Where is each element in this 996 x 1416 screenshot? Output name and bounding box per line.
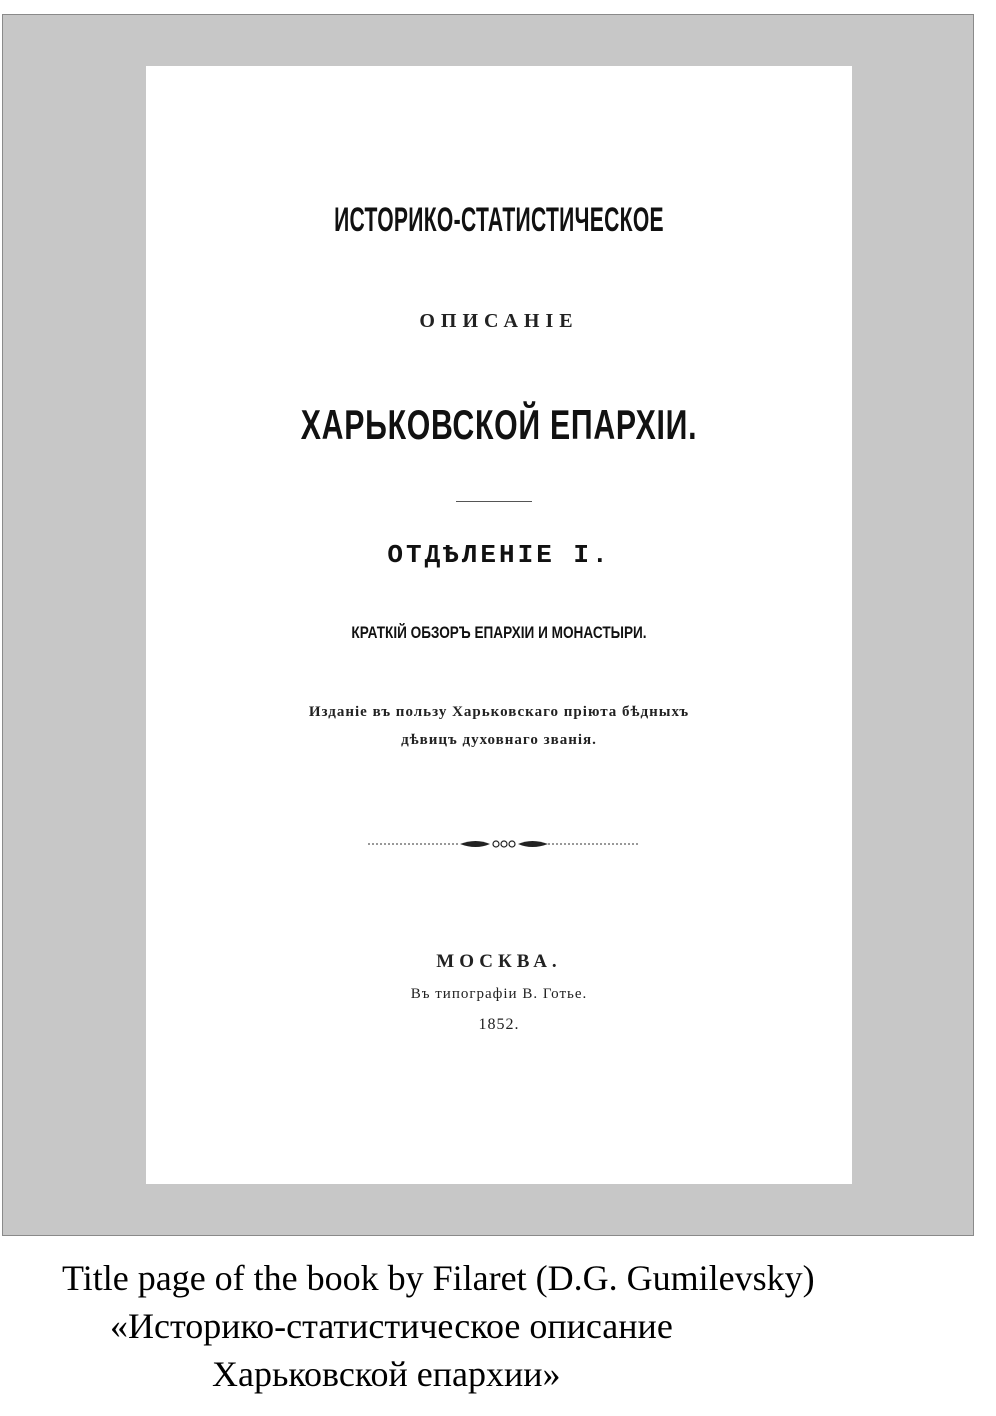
short-rule-divider xyxy=(456,501,532,502)
caption-line-3: Харьковской епархии» xyxy=(212,1354,561,1394)
edition-note-line-2: дѣвицъ духовнаго званія. xyxy=(401,732,597,748)
figure-caption xyxy=(0,1250,996,1416)
scan-frame xyxy=(2,14,974,1236)
imprint-year: 1852. xyxy=(478,1016,520,1033)
edition-note-line-1: Изданіе въ пользу Харьковскаго пріюта бѣдныхъ xyxy=(308,704,690,720)
subtitle: КРАТКІЙ ОБЗОРЪ ЕПАРХІИ И МОНАСТЫРИ. xyxy=(351,623,647,642)
caption-line-1: Title page of the book by Filaret (D.G. Gumilevsky) xyxy=(62,1258,815,1298)
title-page xyxy=(146,66,852,1184)
section-heading: ОТДѢЛЕНІЕ I. xyxy=(387,540,611,570)
title-line-1: ИСТОРИКО-СТАТИСТИЧЕСКОЕ xyxy=(334,201,664,239)
ornament-divider xyxy=(368,836,640,852)
imprint-city: МОСКВА. xyxy=(436,951,562,972)
imprint-printer: Въ типографіи В. Готье. xyxy=(410,986,588,1002)
title-line-2: ОПИСАНІЕ xyxy=(419,310,579,332)
caption-line-2: «Историко-статистическое описание xyxy=(110,1306,673,1346)
title-line-3: ХАРЬКОВСКОЙ ЕПАРХІИ. xyxy=(300,401,698,448)
